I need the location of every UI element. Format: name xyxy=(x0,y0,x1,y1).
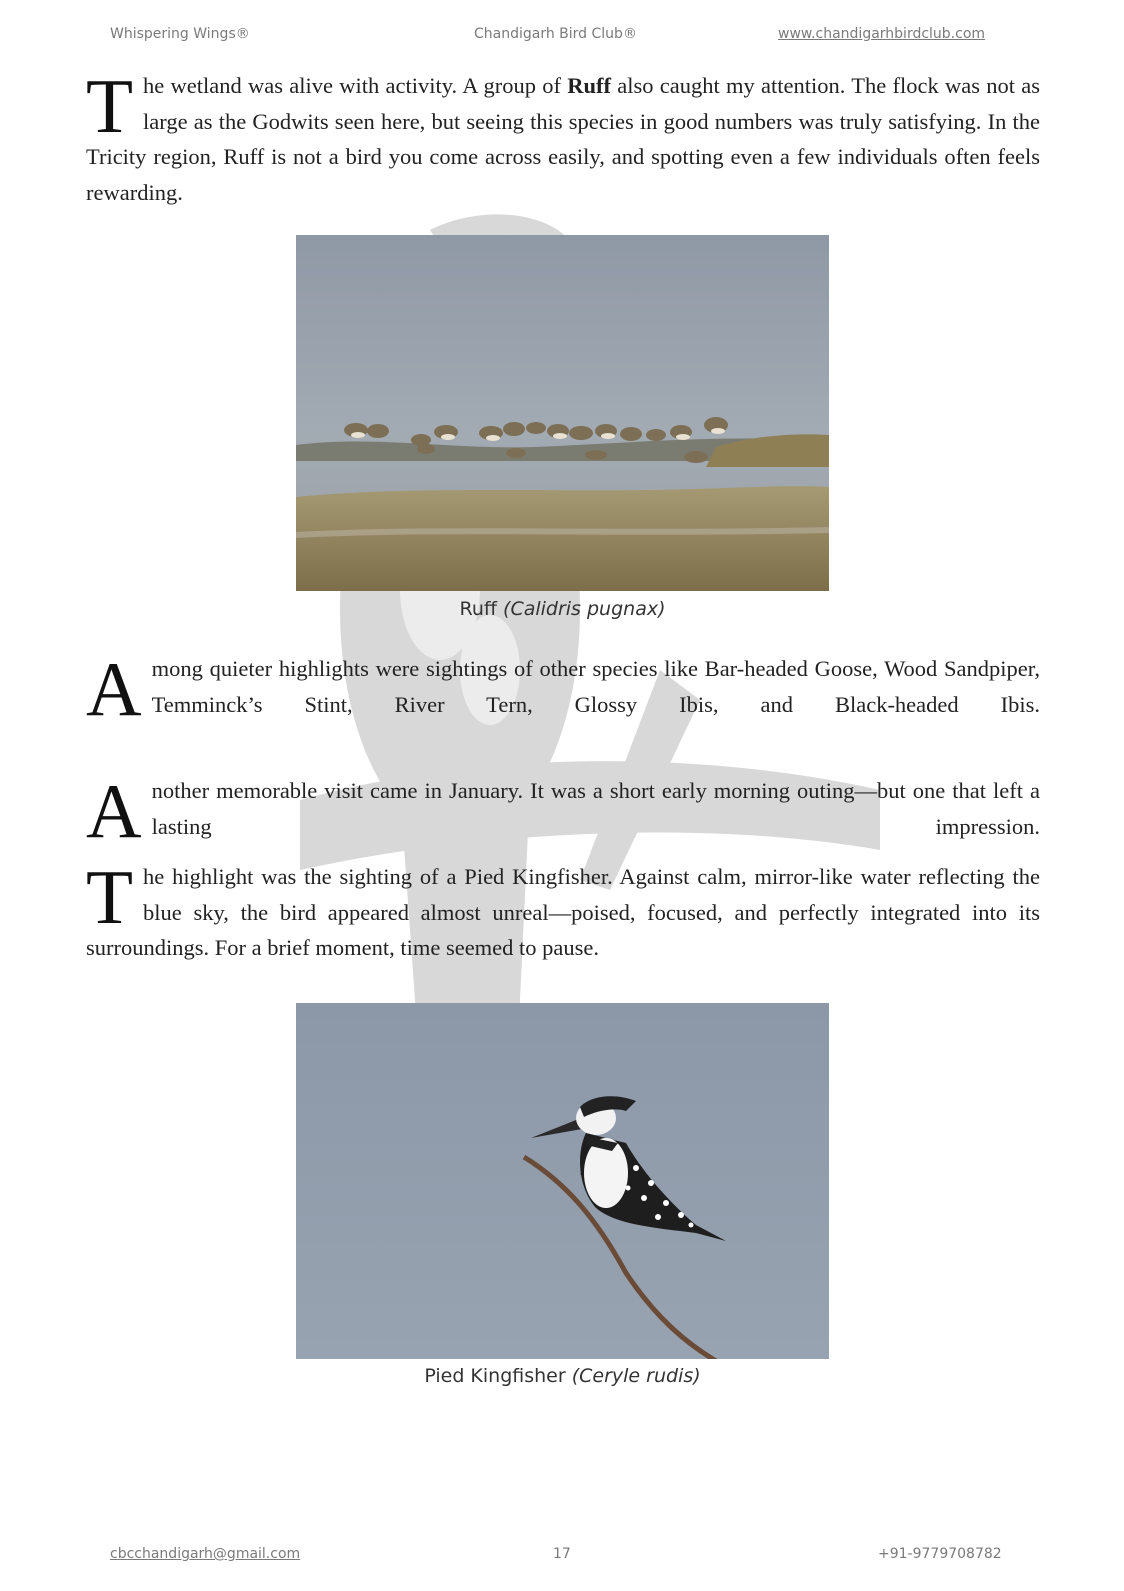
caption-common-name: Pied Kingfisher xyxy=(424,1365,566,1387)
paragraph-kingfisher xyxy=(86,854,1040,966)
header-club-name: Chandigarh Bird Club® xyxy=(474,26,637,42)
caption-scientific-name: (Ceryle rudis) xyxy=(571,1365,701,1387)
paragraph-other-species xyxy=(86,646,1040,758)
header-website-link[interactable]: www.chandigarhbirdclub.com xyxy=(778,26,986,42)
caption-scientific-name: (Calidris pugnax) xyxy=(503,598,666,620)
drop-cap: A xyxy=(86,768,142,854)
header-publication-title: Whispering Wings® xyxy=(110,26,250,42)
footer-email-link[interactable]: cbcchandigarh@gmail.com xyxy=(110,1546,301,1562)
paragraph-text: he wetland was alive with activity. A group of xyxy=(143,73,568,98)
species-name-bold: Ruff xyxy=(567,73,611,98)
ruff-photo xyxy=(296,235,829,591)
drop-cap: T xyxy=(86,854,134,940)
paragraph-text: he highlight was the sighting of a Pied Kingfisher. Against calm, mirror-like water reflecting the blue sky, the bird appeared almost unreal—poised, focused, and perfectly integrated into its surroundings. For a brief moment, time seemed to pause. xyxy=(86,864,1040,960)
caption-common-name: Ruff xyxy=(459,598,497,620)
ruff-caption xyxy=(296,598,829,620)
drop-cap: T xyxy=(86,63,134,149)
pied-kingfisher-caption xyxy=(296,1365,829,1387)
pied-kingfisher-photo xyxy=(296,1003,829,1359)
paragraph-text: mong quieter highlights were sightings of other species like Bar-headed Goose, Wood Sandpiper, Temminck’s Stint, River Tern, Glossy Ibis, and Black-headed Ibis. xyxy=(151,656,1040,717)
footer-page-number: 17 xyxy=(553,1546,571,1562)
drop-cap: A xyxy=(86,646,142,732)
footer-phone-number: +91-9779708782 xyxy=(878,1546,1002,1562)
paragraph-ruff xyxy=(86,63,1040,246)
paragraph-text: also caught my attention. The flock was not as large as the Godwits seen here, but seeing this species in good numbers was truly satisfying. In the Tricity region, Ruff is not a bird you come across easily, and spotting even a few individuals often feels rewarding. xyxy=(86,73,1040,205)
paragraph-text: nother memorable visit came in January. It was a short early morning outing—but one that left a lasting impression. xyxy=(151,778,1040,839)
